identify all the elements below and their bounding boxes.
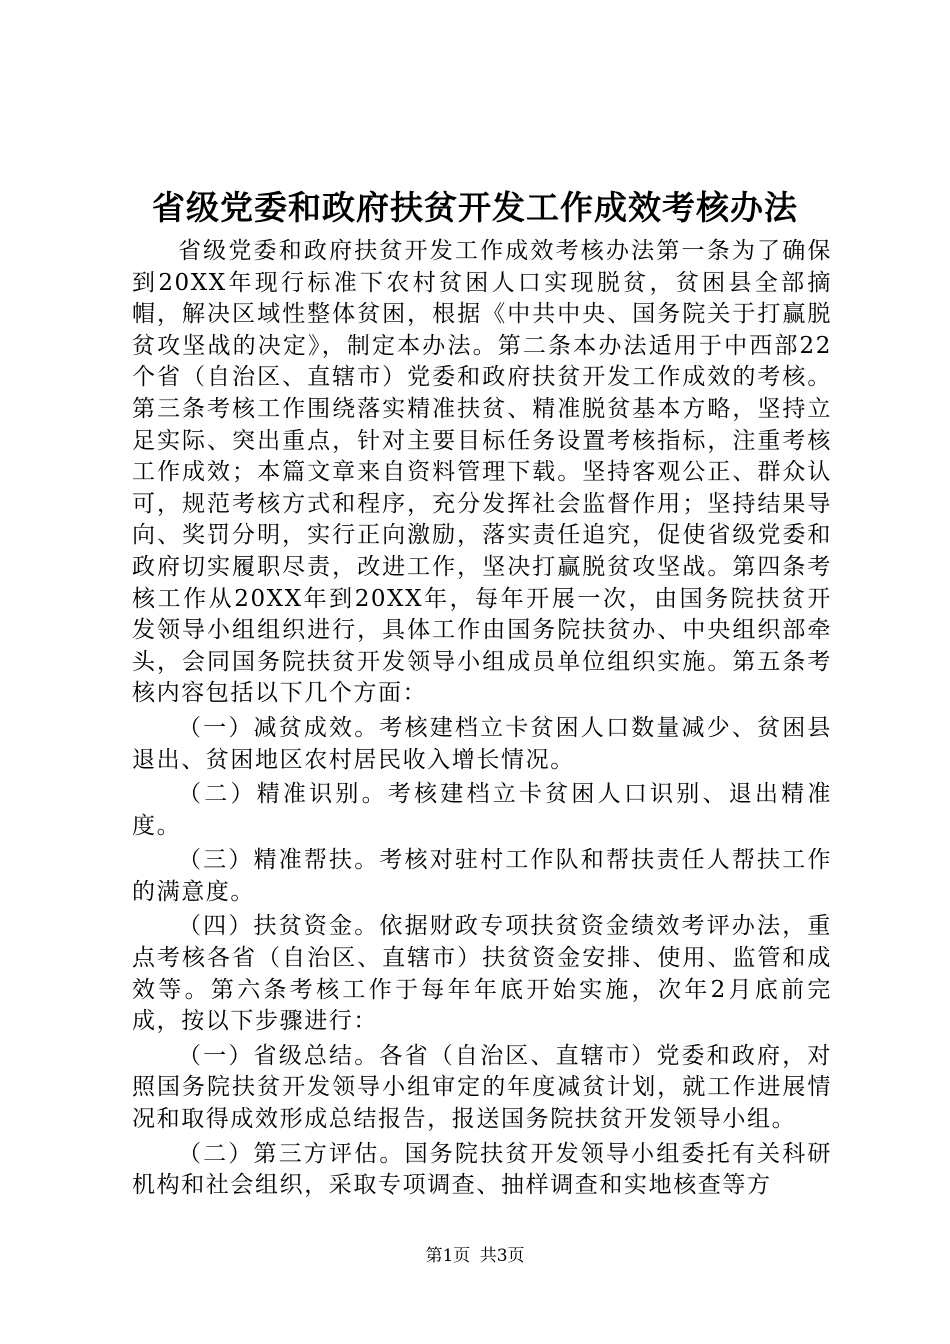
paragraph-3: （二）精准识别。考核建档立卡贫困人口识别、退出精准度。 — [132, 781, 832, 839]
paragraph-7: （二）第三方评估。国务院扶贫开发领导小组委托有关科研机构和社会组织，采取专项调查、抽样调查和实地核查等方 — [132, 1140, 832, 1199]
paragraph-5: （四）扶贫资金。依据财政专项扶贫资金绩效考评办法，重点考核各省（自治区、直辖市）扶贫资金安排、使用、监管和成效等。第六条考核工作于每年年底开始实施，次年2月底前完成，按以下步骤进行： — [132, 913, 832, 1035]
paragraph-6: （一）省级总结。各省（自治区、直辖市）党委和政府，对照国务院扶贫开发领导小组审定的年度减贫计划，就工作进展情况和取得成效形成总结报告，报送国务院扶贫开发领导小组。 — [132, 1042, 832, 1133]
page-total: 共3页 — [479, 1246, 525, 1266]
page-footer — [0, 1244, 950, 1268]
paragraph-1: 省级党委和政府扶贫开发工作成效考核办法第一条为了确保到20XX年现行标准下农村贫困人口实现脱贫，贫困县全部摘帽，解决区域性整体贫困，根据《中共中央、国务院关于打赢脱贫攻坚战的决定》，制定本办法。第二条本办法适用于中西部22个省（自治区、直辖市）党委和政府扶贫开发工作成效的考核。第三条考核工作围绕落实精准扶贫、精准脱贫基本方略，坚持立足实际、突出重点，针对主要目标任务设置考核指标，注重考核工作成效；本篇文章来自资料管理下载。坚持客观公正、群众认可，规范考核方式和程序，充分发挥社会监督作用；坚持结果导向、奖罚分明，实行正向激励，落实责任追究，促使省级党委和政府切实履职尽责，改进工作，坚决打赢脱贫攻坚战。第四条考核工作从20XX年到20XX年，每年开展一次，由国务院扶贫开发领导小组组织进行，具体工作由国务院扶贫办、中央组织部牵头，会同国务院扶贫开发领导小组成员单位组织实施。第五条考核内容包括以下几个方面： — [132, 238, 832, 707]
paragraph-2: （一）减贫成效。考核建档立卡贫困人口数量减少、贫困县退出、贫困地区农村居民收入增长情况。 — [132, 714, 832, 773]
page-number: 第1页 — [425, 1246, 471, 1266]
document-body — [132, 236, 832, 1205]
paragraph-4: （三）精准帮扶。考核对驻村工作队和帮扶责任人帮扶工作的满意度。 — [132, 847, 832, 905]
document-title: 省级党委和政府扶贫开发工作成效考核办法 — [152, 188, 798, 227]
